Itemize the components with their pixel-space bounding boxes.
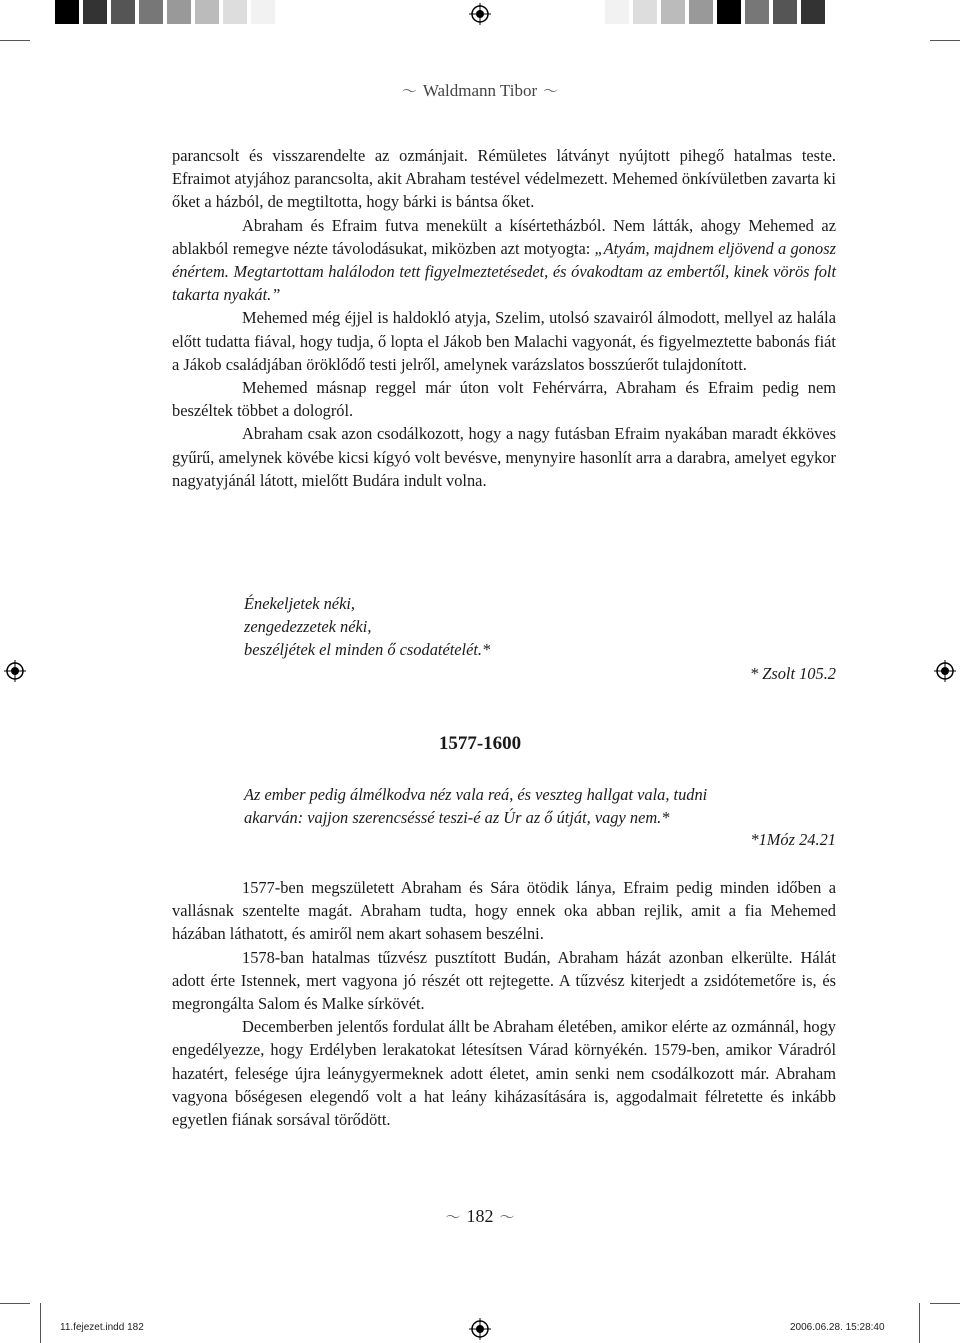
registration-mark-icon	[469, 1318, 491, 1340]
body-text	[172, 144, 836, 492]
swash-ornament-icon: 〜	[499, 1210, 515, 1226]
crop-mark	[0, 40, 30, 41]
poem-reference: * Zsolt 105.2	[749, 664, 836, 683]
color-bar-right	[605, 0, 829, 30]
poem-quote	[244, 592, 844, 662]
poem-line: beszéljétek el minden ő csodatételét.*	[244, 640, 491, 660]
color-swatch	[661, 0, 685, 24]
paragraph: 1578-ban hatalmas tűzvész pusztított Budán, Abraham házát azonban elkerülte. Hálát adott érte Istennek, mert vagyona jó részét ott rejtegette. A tűzvész kiterjedt a zsidótemetőre is, és megrongálta Salom és Malke sírkövét.	[172, 947, 836, 1014]
color-swatch	[195, 0, 219, 24]
poem-line: zengedezzetek néki,	[244, 617, 372, 637]
paragraph: parancsolt és visszarendelte az ozmánjait. Rémületes látványt nyújtott pihegő hatalmas teste. Efraimot atyjához parancsolta, akit Abraham testével védelmezett. Mehemed önkívületben zavarta ki őket a házból, de megtiltotta, hogy bárki is bántsa őket.	[172, 146, 836, 212]
color-bar-left	[55, 0, 279, 30]
crop-mark	[930, 1303, 960, 1304]
color-swatch	[139, 0, 163, 24]
header-author: Waldmann Tibor	[422, 81, 538, 100]
registration-mark-icon	[934, 660, 956, 682]
motto-line: akarván: vajjon szerencséssé teszi-é az Úr az ő útját, vagy nem.*	[244, 808, 670, 828]
paragraph: Mehemed még éjjel is haldokló atyja, Szelim, utolsó szavairól álmodott, mellyel az halála előtt tudatta fiával, hogy tudja, ő lopta el Jákob ben Malachi vagyonát, és figyelmeztette babonás fiát a Jákob családjában öröklődő testi jelről, amelynek varázslatos bosszúerőt tulajdonított.	[172, 308, 836, 374]
color-swatch	[689, 0, 713, 24]
color-swatch	[111, 0, 135, 24]
color-swatch	[83, 0, 107, 24]
crop-mark	[919, 1303, 920, 1343]
color-swatch	[717, 0, 741, 24]
color-swatch	[605, 0, 629, 24]
crop-mark	[930, 40, 960, 41]
crop-mark	[0, 1303, 30, 1304]
slug-timestamp: 2006.06.28. 15:28:40	[790, 1322, 885, 1333]
crop-mark	[40, 1303, 41, 1343]
color-swatch	[251, 0, 275, 24]
paragraph: Abraham csak azon csodálkozott, hogy a nagy futásban Efraim nyakában maradt ékköves gyűrű, amelynek kövébe kicsi kígyó volt bevésve, menynyire hasonlít arra a darabra, amelyet egykor nagyatyjánál látott, mielőtt Budára indult volna.	[172, 424, 836, 490]
section-motto	[244, 783, 804, 829]
running-header	[0, 80, 960, 101]
swash-ornament-icon: 〜	[543, 84, 559, 100]
page-number	[0, 1206, 960, 1227]
color-swatch	[773, 0, 797, 24]
registration-mark-icon	[4, 660, 26, 682]
motto-line: Az ember pedig álmélkodva néz vala reá, és veszteg hallgat vala, tudni	[244, 785, 708, 804]
poem-line: Énekeljetek néki,	[244, 594, 356, 613]
paragraph: Mehemed másnap reggel már úton volt Fehérvárra, Abraham és Efraim pedig nem beszéltek többet a dologról.	[172, 378, 836, 421]
color-swatch	[801, 0, 825, 24]
motto-reference: *1Móz 24.21	[750, 830, 836, 849]
color-swatch	[55, 0, 79, 24]
quoted-speech: „Atyám, majdnem eljövend a gonosz énértem. Megtartottam halálodon tett figyelmeztetésedet, és óvakodtam az embertől, kinek vörös folt takarta nyakát.”	[172, 238, 836, 305]
slug-file-label: 11.fejezet.indd 182	[60, 1322, 144, 1333]
color-swatch	[167, 0, 191, 24]
paragraph	[172, 214, 836, 307]
page-number-value: 182	[466, 1206, 494, 1226]
section-heading: 1577-1600	[438, 733, 522, 754]
color-swatch	[633, 0, 657, 24]
color-swatch	[745, 0, 769, 24]
body-text-section	[172, 876, 836, 1131]
paragraph-text: Abraham és Efraim futva menekült a kísértetházból. Nem látták, ahogy Mehemed az ablakból remegve nézte távolodásukat, miközben azt motyogta:	[172, 215, 836, 258]
paragraph: 1577-ben megszületett Abraham és Sára ötödik lánya, Efraim pedig minden időben a vallásnak szentelte magát. Abraham tudta, hogy ennek oka abban rejlik, amit a fia Mehemed házában láthatott, és amiről nem akart sohasem beszélni.	[172, 878, 836, 944]
swash-ornament-icon: 〜	[445, 1210, 461, 1226]
swash-ornament-icon: 〜	[401, 84, 417, 100]
paragraph: Decemberben jelentős fordulat állt be Abraham életében, amikor elérte az ozmánnál, hogy engedélyezze, hogy Erdélyben lerakatokat létesítsen Várad környékén. 1579-ben, amikor Váradról hazatért, felesége újra leánygyermeknek adott életet, amin senki nem csodálkozott már. Abraham vagyona bőségesen elegendő volt a hat leány kiházasítására is, aggodalmait félretette és inkább egyetlen fiának sorsával törődött.	[172, 1017, 836, 1130]
registration-mark-icon	[469, 3, 491, 25]
color-swatch	[223, 0, 247, 24]
